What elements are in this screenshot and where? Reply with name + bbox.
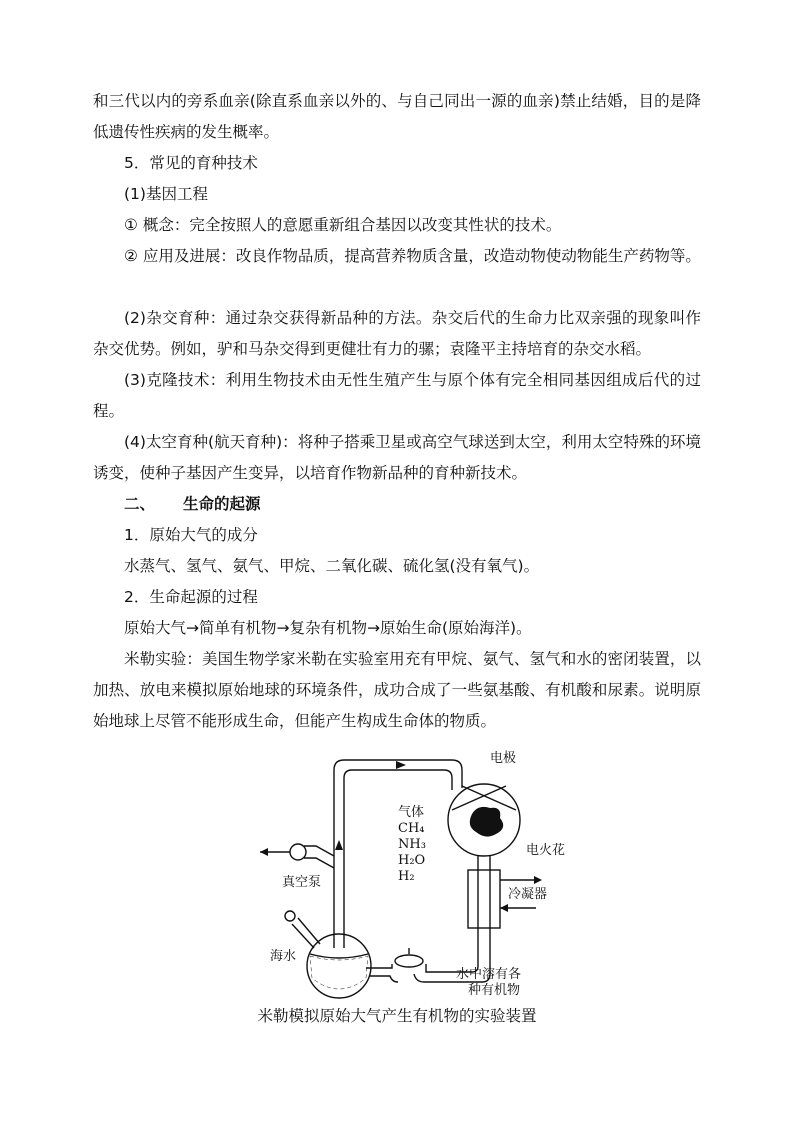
- trap-left-lower: [370, 976, 398, 982]
- condenser-label: 冷凝器: [508, 887, 548, 902]
- vacuum-pump-label: 真空泵: [282, 875, 322, 890]
- heading-genetic-engineering: (1)基因工程: [124, 185, 208, 203]
- water-surface: [310, 954, 368, 958]
- heading-breeding-techniques: 5．常见的育种技术: [124, 154, 258, 172]
- electrode-wires: [452, 786, 516, 810]
- water-fill: [310, 956, 368, 989]
- section-title: 生命的起源: [183, 495, 261, 513]
- ch4-label: CH₄: [398, 821, 425, 836]
- sphere-outlet: [478, 856, 490, 870]
- miller-apparatus-diagram: [246, 748, 586, 1008]
- figure-caption: 米勒模拟原始大气产生有机物的实验装置: [257, 1007, 537, 1025]
- nh3-label: NH₃: [398, 837, 426, 852]
- vacuum-arrow: [260, 848, 268, 856]
- h2o-label: H₂O: [398, 853, 426, 868]
- h2-label: H₂: [398, 869, 415, 884]
- paragraph-application: ② 应用及进展：改良作物品质，提高营养物质含量，改造动物使动物能生产药物等。: [124, 247, 701, 265]
- paragraph-hybrid-breeding: (2)杂交育种：通过杂交获得新品种的方法。杂交后代的生命力比双亲强的现象叫作杂交优势。例如，驴和马杂交得到更健壮有力的骡；袁隆平主持培育的杂交水稻。: [93, 309, 701, 358]
- condenser-jacket: [468, 870, 500, 928]
- condenser-inner-tube: [478, 870, 490, 954]
- heading-primitive-atmosphere: 1．原始大气的成分: [124, 526, 258, 544]
- up-arrow: [335, 840, 343, 850]
- section-number: 二、: [124, 495, 156, 513]
- organics-label-2: 种有机物: [468, 983, 521, 998]
- paragraph-cloning: (3)克隆技术：利用生物技术由无性生殖产生与原个体有完全相同基因组成后代的过程。: [93, 371, 701, 420]
- paragraph-origin-process: 原始大气→简单有机物→复杂有机物→原始生命(原始海洋)。: [124, 619, 532, 637]
- paragraph-relatives: 和三代以内的旁系血亲(除直系血亲以外的、与自己同出一源的血亲)禁止结婚，目的是降低遗传性疾病的发生概率。: [93, 92, 701, 141]
- electrode-label: 电极: [490, 751, 517, 766]
- gas-label: 气体: [398, 805, 425, 820]
- seawater-label: 海水: [270, 949, 297, 964]
- paragraph-miller-experiment: 米勒实验：美国生物学家米勒在实验室用充有甲烷、氨气、氢气和水的密闭装置，以加热、放电来模拟原始地球的环境条件，成功合成了一些氨基酸、有机酸和尿素。说明原始地球上尽管不能形成生命，但能产生构成生命体的物质。: [93, 650, 701, 730]
- spark-label: 电火花: [526, 843, 566, 858]
- organics-label-1: 水中溶有各: [456, 967, 522, 982]
- vacuum-stopcock: [290, 844, 306, 860]
- boiling-flask: [307, 934, 371, 998]
- vacuum-branch: [304, 846, 334, 868]
- spark-blob: [470, 807, 503, 837]
- section-heading-origin-of-life: [124, 489, 261, 520]
- condenser-out-arrow: [534, 876, 542, 884]
- paragraph-space-breeding: (4)太空育种(航天育种)：将种子搭乘卫星或高空气球送到太空，利用太空特殊的环境诱变，使种子基因产生变异，以培育作物新品种的育种新技术。: [93, 433, 701, 482]
- paragraph-atmosphere-components: 水蒸气、氢气、氨气、甲烷、二氧化碳、硫化氢(没有氧气)。: [124, 557, 540, 575]
- trap-left: [366, 964, 392, 968]
- paragraph-concept: ① 概念：完全按照人的意愿重新组合基因以改变其性状的技术。: [124, 216, 562, 234]
- filler-stopcock: [285, 911, 295, 921]
- right-arrow: [396, 761, 406, 769]
- heading-origin-process: 2．生命起源的过程: [124, 588, 258, 606]
- trap-valve: [395, 955, 423, 967]
- condenser-in-arrow: [500, 904, 508, 912]
